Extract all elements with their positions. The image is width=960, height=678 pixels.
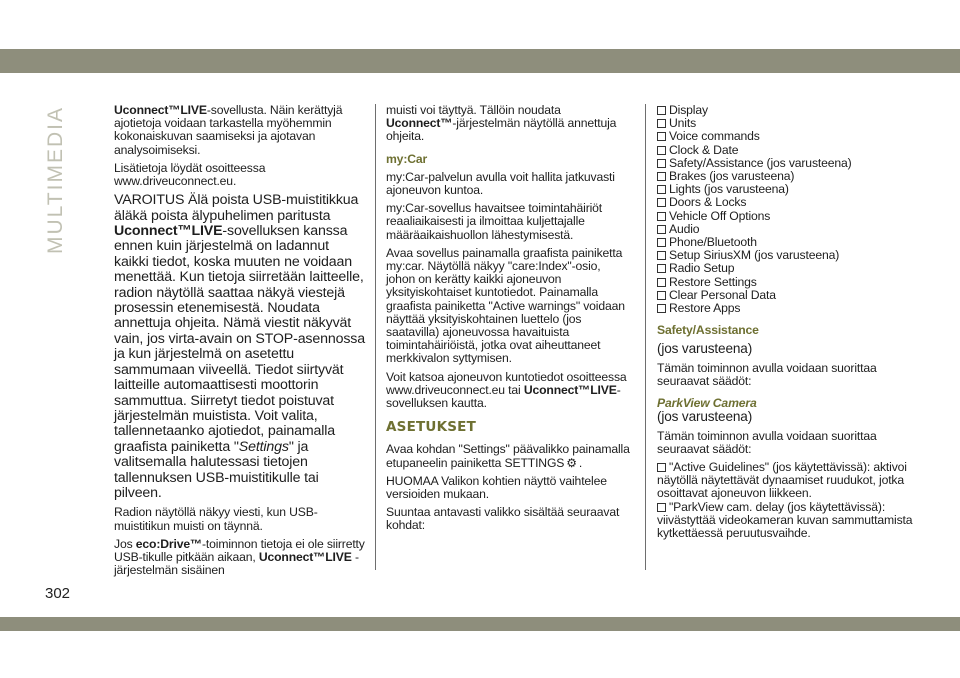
memory-full-paragraph: Radion näytöllä näkyy viesti, kun USB-muistitikun muisti on täynnä. bbox=[114, 505, 318, 533]
footer-band bbox=[0, 617, 960, 631]
list-item: Safety/Assistance (jos varusteena) bbox=[657, 157, 917, 170]
list-item: Brakes (jos varusteena) bbox=[657, 170, 917, 183]
checkbox-icon bbox=[657, 463, 666, 472]
settings-open-paragraph: Avaa kohdan "Settings" päävalikko painamalla etupaneelin painiketta SETTINGS ⚙ . bbox=[386, 442, 630, 470]
mycar-online: Voit katsoa ajoneuvon kuntotiedot osoitteessa www.driveuconnect.eu tai Uconnect™LIVE-sovelluksen kautta. bbox=[386, 369, 627, 411]
settings-menu-list bbox=[657, 104, 917, 315]
list-item: Phone/Bluetooth bbox=[657, 236, 917, 249]
mycar-heading: my:Car bbox=[386, 151, 428, 166]
parkview-text: Tämän toiminnon avulla voidaan suorittaa seuraavat säädöt: bbox=[657, 428, 877, 456]
column-1 bbox=[114, 104, 366, 582]
note-paragraph: HUOMAA Valikon kohtien näyttö vaihtelee versioiden mukaan. bbox=[386, 473, 607, 502]
list-item: Audio bbox=[657, 223, 917, 236]
intro-paragraph: Uconnect™LIVE-sovellusta. Näin kerättyjä ajotietoja voidaan tarkastella myöhemmin kokonaiskuvan saamiseksi ja ajotavan analysoimiseksi. bbox=[114, 103, 343, 157]
list-item: Clear Personal Data bbox=[657, 289, 917, 302]
checkbox-icon bbox=[657, 291, 666, 300]
section-label: MULTIMEDIA bbox=[44, 106, 67, 254]
mycar-intro: my:Car-palvelun avulla voit hallita jatkuvasti ajoneuvon kuntoa. bbox=[386, 169, 615, 198]
list-item: Radio Setup bbox=[657, 262, 917, 275]
list-item: Voice commands bbox=[657, 130, 917, 143]
checkbox-icon bbox=[657, 159, 666, 168]
list-item: Units bbox=[657, 117, 917, 130]
list-item: "Active Guidelines" (jos käytettävissä): aktivoi näytöllä näytettävät dynaamiset ruudukot, jotka osoittavat ajoneuvon liikkeen. bbox=[657, 460, 907, 501]
column-2 bbox=[386, 104, 631, 538]
list-item: Vehicle Off Options bbox=[657, 210, 917, 223]
checkbox-icon bbox=[657, 185, 666, 194]
settings-heading: ASETUKSET bbox=[386, 419, 476, 436]
checkbox-icon bbox=[657, 278, 666, 287]
list-item: Restore Settings bbox=[657, 276, 917, 289]
menu-intro-paragraph: Suuntaa antavasti valikko sisältää seuraavat kohdat: bbox=[386, 505, 620, 533]
list-item: Display bbox=[657, 104, 917, 117]
warning-paragraph: VAROITUS Älä poista USB-muistitikkua äläkä poista älypuhelimen paritusta Uconnect™LIVE-sovelluksen kanssa ennen kuin järjestelmä on ladannut kaikki tiedot, koska muuten ne voidaan menettää. Kun tietoja siirretään laitteelle, radion näytöllä saattaa näkyä viestejä prosessin etenemisestä. Noudata annettuja ohjeita. Nämä viestit näkyvät vain, jos virta-avain on STOP-asennossa ja kun järjestelmä on asetettu sammumaan viiveellä. Tiedot siirtyvät laitteille automaattisesti moottorin sammuttua. Siirretyt tiedot poistuvat järjestelmän muistista. Voit valita, tallennetaanko ajotiedot, painamalla graafista painiketta "Settings" ja valitsemalla halutessasi tietojen tallennuksen USB-muistitikulle tai pilveen. bbox=[114, 192, 365, 501]
checkbox-icon bbox=[657, 238, 666, 247]
checkbox-icon bbox=[657, 119, 666, 128]
checkbox-icon bbox=[657, 503, 666, 512]
header-band bbox=[0, 49, 960, 73]
list-item: Doors & Locks bbox=[657, 196, 917, 209]
checkbox-icon bbox=[657, 212, 666, 221]
checkbox-icon bbox=[657, 251, 666, 260]
column-divider bbox=[645, 104, 646, 570]
list-item: Lights (jos varusteena) bbox=[657, 183, 917, 196]
parkview-heading: ParkView Camera bbox=[657, 395, 757, 410]
ecodrive-paragraph: Jos eco:Drive™-toiminnon tietoja ei ole siirretty USB-tikulle pitkään aikaan, Uconnect™LIVE -järjestelmän sisäinen bbox=[114, 536, 365, 578]
checkbox-icon bbox=[657, 132, 666, 141]
safety-subtitle: (jos varusteena) bbox=[657, 341, 753, 357]
parkview-subtitle: (jos varusteena) bbox=[657, 408, 753, 424]
column-3 bbox=[657, 104, 917, 540]
checkbox-icon bbox=[657, 146, 666, 155]
info-paragraph: Lisätietoja löydät osoitteessa www.driveuconnect.eu. bbox=[114, 160, 266, 189]
list-item: Setup SiriusXM (jos varusteena) bbox=[657, 249, 917, 262]
checkbox-icon bbox=[657, 198, 666, 207]
safety-heading: Safety/Assistance bbox=[657, 323, 759, 338]
checkbox-icon bbox=[657, 106, 666, 115]
checkbox-icon bbox=[657, 225, 666, 234]
list-item: Restore Apps bbox=[657, 302, 917, 315]
safety-text: Tämän toiminnon avulla voidaan suorittaa seuraavat säädöt: bbox=[657, 361, 877, 389]
mycar-detect: my:Car-sovellus havaitsee toimintahäiriöt reaaliaikaisesti ja ilmoittaa kuljettajalle määräaikaishuollon lähestymisestä. bbox=[386, 201, 603, 242]
page-number: 302 bbox=[45, 585, 71, 602]
gear-icon: ⚙ bbox=[566, 455, 577, 470]
mycar-usage: Avaa sovellus painamalla graafista painiketta my:car. Näytöllä näkyy "care:Index"-osio, johon on kerätty kaikki ajoneuvon yksityiskohtaiset kuntotiedot. Painamalla graafista painiketta "Active warnings" voidaan näyttää yksityiskohtainen luettelo (jos saatavilla) ajoneuvossa havaituista toimintahäiriöistä, jotka ovat aiheuttaneet merkkivalon syttymisen. bbox=[386, 245, 625, 366]
checkbox-icon bbox=[657, 264, 666, 273]
list-item: Clock & Date bbox=[657, 144, 917, 157]
checkbox-icon bbox=[657, 304, 666, 313]
column-divider bbox=[375, 104, 376, 570]
checkbox-icon bbox=[657, 172, 666, 181]
memory-paragraph: muisti voi täyttyä. Tällöin noudata Uconnect™-järjestelmän näytöllä annettuja ohjeita. bbox=[386, 103, 617, 144]
list-item: "ParkView cam. delay (jos käytettävissä): viivästyttää videokameran kuvan sammuttamista kytkettäessä peruutusvaihde. bbox=[657, 499, 913, 541]
